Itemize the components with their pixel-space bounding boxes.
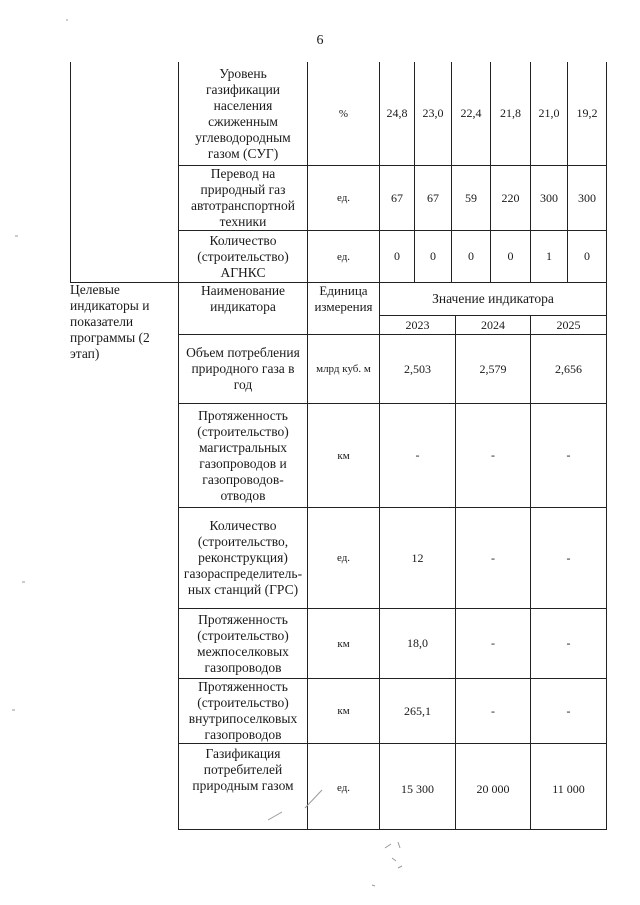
indicator-value: - (566, 550, 571, 565)
indicator-unit: ед. (336, 250, 351, 263)
indicator-value: - (566, 703, 571, 718)
indicator-value: 23,0 (422, 106, 444, 120)
indicator-value: 20 000 (476, 782, 510, 796)
indicator-value: 2,656 (555, 361, 582, 376)
indicator-value: 300 (578, 190, 596, 205)
indicator-value: 300 (540, 190, 558, 205)
indicator-value: - (491, 703, 495, 718)
indicator-value: 12 (411, 550, 424, 565)
indicator-value: - (491, 550, 495, 565)
indicator-name: Газификация потребителей природным газом (192, 746, 294, 793)
indicator-value: 0 (507, 249, 514, 263)
indicator-value: 0 (430, 249, 436, 263)
indicator-name: Количество (строительство) АГНКС (197, 232, 289, 280)
indicator-value: 0 (468, 249, 474, 263)
indicator-value: 21,8 (500, 106, 521, 120)
indicator-value: 1 (546, 249, 552, 263)
indicator-unit: ед. (336, 192, 351, 204)
indicator-value: 15 300 (401, 782, 434, 796)
indicator-name: Протяженность (строительство) магистральных газопроводов и газопроводов-отводов (197, 407, 289, 503)
indicator-name: Количество (строительство, реконструкция) газораспределитель-ных станций (ГРС) (183, 518, 303, 597)
header-value: Значение индикатора (432, 291, 554, 306)
indicator-value: 220 (501, 190, 520, 205)
indicator-value: - (415, 448, 420, 462)
year-header: 2025 (556, 317, 581, 332)
indicator-unit: км (337, 637, 350, 650)
indicator-value: 0 (394, 249, 400, 263)
indicator-value: 67 (427, 190, 439, 205)
indicator-name: Протяженность (строительство) внутрипоселковых газопроводов (188, 679, 298, 742)
indicator-value: - (491, 636, 495, 650)
indicator-value: 59 (465, 190, 477, 205)
indicator-value: 11 000 (552, 782, 585, 796)
page-number: 6 (316, 33, 324, 48)
indicator-value: 24,8 (386, 106, 408, 120)
indicator-value: 67 (391, 190, 403, 205)
year-header: 2024 (481, 317, 505, 332)
indicator-value: - (566, 448, 571, 462)
indicator-value: 21,0 (538, 106, 560, 120)
year-header: 2023 (405, 317, 430, 332)
indicator-value: 18,0 (407, 636, 428, 650)
header-indicator-name: Наименование индикатора (200, 283, 286, 314)
indicator-name: Перевод на природный газ автотранспортной техники (191, 166, 295, 229)
indicator-unit: ед. (336, 552, 351, 564)
indicator-value: 0 (584, 249, 590, 263)
indicator-value: 19,2 (576, 106, 598, 120)
indicator-value: 2,503 (404, 361, 431, 376)
indicator-value: - (566, 636, 571, 650)
indicator-unit: млрд куб. м (316, 363, 371, 375)
indicator-name: Объем потребления природного газа в год (186, 345, 300, 392)
indicator-unit: км (337, 449, 350, 462)
indicator-value: 2,579 (479, 361, 507, 376)
indicator-unit: ед. (336, 782, 351, 794)
indicator-value: - (491, 448, 495, 462)
indicator-unit: % (338, 107, 349, 120)
section-label: Целевые индикаторы и показатели программы (2 этап) (70, 282, 150, 361)
header-unit: Единица измерения (314, 283, 373, 314)
indicator-name: Протяженность (строительство) межпоселковых газопроводов (197, 611, 289, 675)
indicator-value: 265,1 (404, 703, 431, 718)
indicator-unit: км (337, 705, 350, 717)
indicator-value: 22,4 (460, 106, 482, 120)
indicator-name: Уровень газификации населения сжиженным углеводородным газом (СУГ) (195, 65, 291, 161)
